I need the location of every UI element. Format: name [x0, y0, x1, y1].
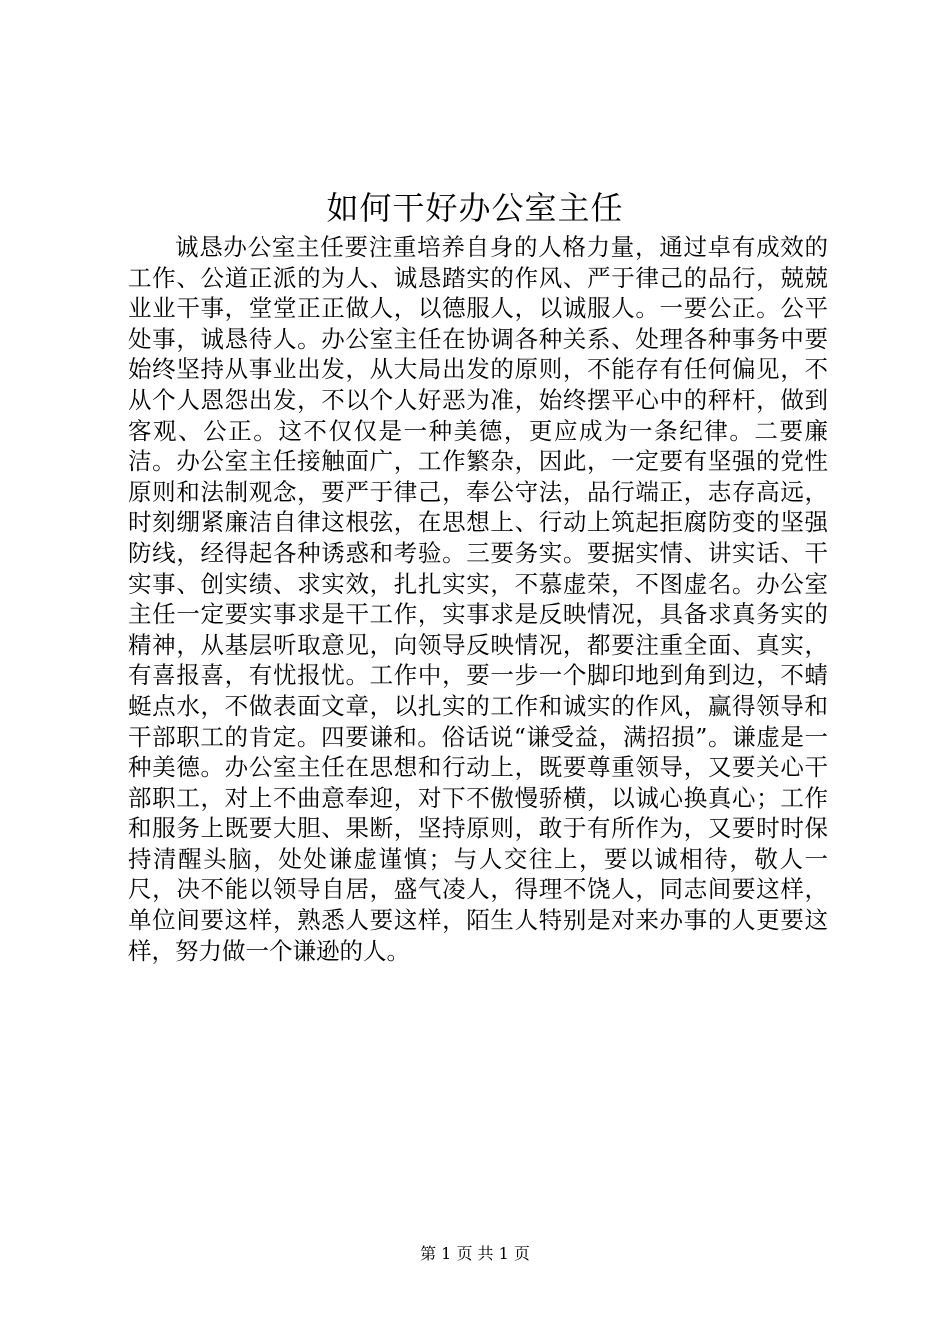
page-number-footer: 第 1 页 共 1 页: [420, 1244, 530, 1263]
document-title: 如何干好办公室主任: [326, 189, 624, 227]
body-paragraph: 诚恳办公室主任要注重培养自身的人格力量，通过卓有成效的工作、公道正派的为人、诚恳踏实的作风、严于律己的品行，兢兢业业干事，堂堂正正做人，以德服人，以诚服人。一要公正。公平处事，诚恳待人。办公室主任在协调各种关系、处理各种事务中要始终坚持从事业出发，从大局出发的原则，不能存有任何偏见，不从个人恩怨出发，不以个人好恶为准，始终摆平心中的秤杆，做到客观、公正。这不仅仅是一种美德，更应成为一条纪律。二要廉洁。办公室主任接触面广，工作繁杂，因此，一定要有坚强的党性原则和法制观念，要严于律己，奉公守法，品行端正，志存高远，时刻绷紧廉洁自律这根弦，在思想上、行动上筑起拒腐防变的坚强防线，经得起各种诱惑和考验。三要务实。要据实情、讲实话、干实事、创实绩、求实效，扎扎实实，不慕虚荣，不图虚名。办公室主任一定要实事求是干工作，实事求是反映情况，具备求真务实的精神，从基层听取意见，向领导反映情况，都要注重全面、真实，有喜报喜，有忧报忧。工作中，要一步一个脚印地到角到边，不蜻蜓点水，不做表面文章，以扎实的工作和诚实的作风，赢得领导和干部职工的肯定。四要谦和。俗话说“谦受益，满招损”。谦虚是一种美德。办公室主任在思想和行动上，既要尊重领导，又要关心干部职工，对上不曲意奉迎，对下不傲慢骄横，以诚心换真心；工作和服务上既要大胆、果断，坚持原则，敢于有所作为，又要时时保持清醒头脑，处处谦虚谨慎；与人交往上，要以诚相待，敬人一尺，决不能以领导自居，盛气凌人，得理不饶人，同志间要这样，单位间要这样，熟悉人要这样，陌生人特别是对来办事的人更要这样，努力做一个谦逊的人。: [128, 233, 828, 965]
